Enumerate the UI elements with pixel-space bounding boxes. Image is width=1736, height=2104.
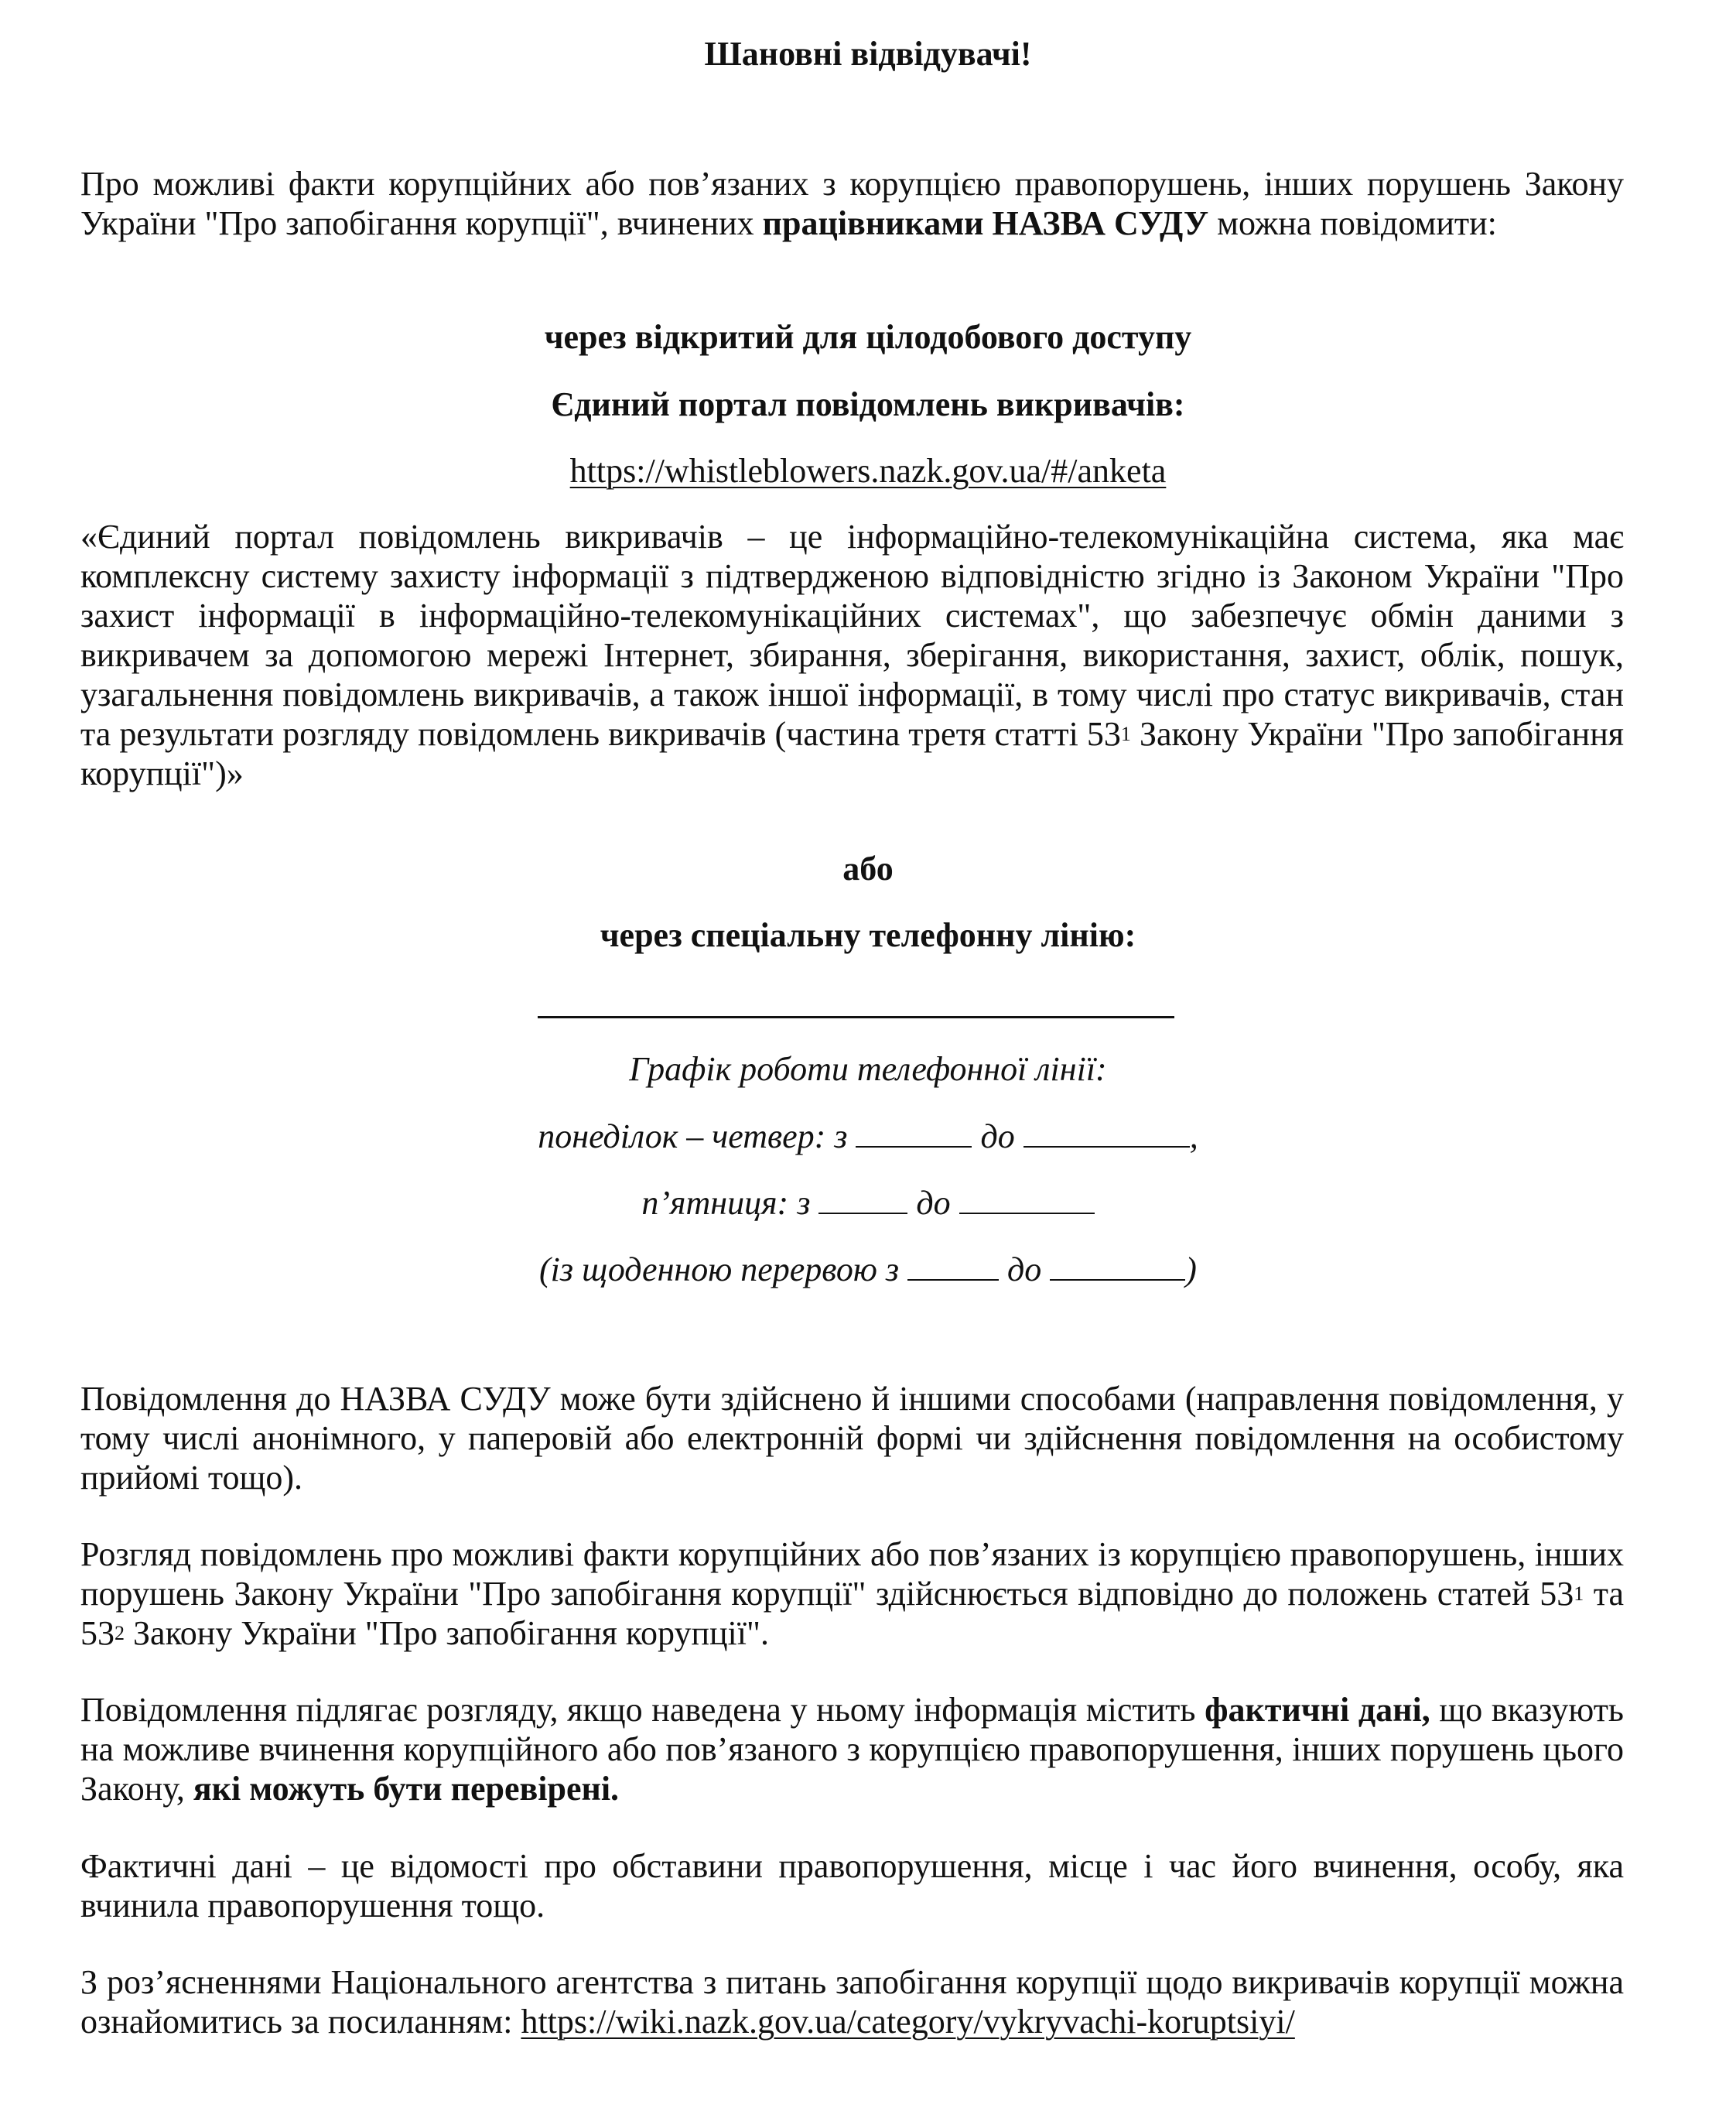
or-label: або <box>842 850 894 888</box>
subject-text-1: Повідомлення підлягає розгляду, якщо наведена у ньому інформація містить <box>80 1691 1205 1729</box>
review-paragraph <box>80 1534 1624 1653</box>
review-sup-1: 1 <box>1574 1582 1584 1605</box>
wiki-url-link[interactable]: https://wiki.nazk.gov.ua/category/vykryvachi-koruptsiyi/ <box>521 2003 1295 2041</box>
mon-thu-comma: , <box>1189 1117 1198 1155</box>
schedule-friday <box>0 1182 1736 1223</box>
quote-sup: 1 <box>1120 723 1131 745</box>
schedule-mon-thu <box>0 1115 1736 1156</box>
portal-url-row <box>0 451 1736 491</box>
wiki-text: З роз’ясненнями Національного агентства з питань запобігання корупції щодо викривачів корупції можна ознайомитись за посиланням: <box>80 1963 1624 2041</box>
portal-quote-paragraph <box>80 517 1624 793</box>
portal-url-link[interactable]: https://whistleblowers.nazk.gov.ua/#/anketa <box>569 452 1167 490</box>
mon-thu-from-label: понеділок – четвер: з <box>538 1117 856 1155</box>
page-title: Шановні відвідувачі! <box>704 35 1032 73</box>
schedule-heading: Графік роботи телефонної лінії: <box>629 1050 1107 1088</box>
portal-line-1: через відкритий для цілодобового доступу <box>544 318 1192 356</box>
break-to-label: до <box>999 1250 1051 1288</box>
friday-to-blank <box>959 1182 1095 1214</box>
break-from-label: (із щоденною перервою з <box>539 1250 908 1288</box>
break-close-paren: ) <box>1185 1250 1197 1288</box>
subject-bold-1: фактичні дані, <box>1205 1691 1430 1729</box>
quote-text-1: «Єдиний портал повідомлень викривачів – це інформаційно-телекомунікаційна система, яка має комплексну систему захисту інформації з підтвердженою відповідністю згідно із Законом України "Про захист інформації в інформаційно-телекомунікаційних системах", що забезпечує обмін даними з викривачем за допомогою мережі Інтернет, збирання, зберігання, використання, захист, облік, пошук, узагальнення повідомлень викривачів, а також іншої інформації, в тому числі про статус викривачів, стан та результати розгляду повідомлень викривачів (частина третя статті 53 <box>80 518 1624 753</box>
other-ways-paragraph: Повідомлення до НАЗВА СУДУ може бути здійснено й іншими способами (направлення повідомлення, у тому числі анонімного, у паперовій або електронній формі чи здійснення повідомлення на особистому прийомі тощо). <box>80 1380 1624 1497</box>
phone-number-blank <box>538 1016 1174 1018</box>
review-sup-2: 2 <box>114 1622 125 1644</box>
review-text-3: Закону України "Про запобігання корупції". <box>125 1614 769 1652</box>
portal-line-2: Єдиний портал повідомлень викривачів: <box>551 385 1185 423</box>
friday-from-label: п’ятниця: з <box>641 1184 819 1222</box>
mon-thu-to-blank <box>1023 1115 1190 1148</box>
friday-to-label: до <box>907 1184 959 1222</box>
intro-text-1: Про можливі факти корупційних або пов’язаних з корупцією правопорушень, інших порушень Закону України "Про запобігання корупції", вчинених <box>80 165 1624 242</box>
review-text-2: та 53 <box>80 1575 1625 1652</box>
intro-text-2: можна повідомити: <box>1208 204 1497 242</box>
subject-text-2: що вказують на можливе вчинення корупційного або пов’язаного з корупцією правопорушення, інших порушень цього Закону, <box>80 1691 1624 1808</box>
wiki-paragraph <box>80 1962 1624 2041</box>
intro-court-name: працівниками НАЗВА СУДУ <box>762 204 1209 242</box>
quote-text-2: Закону України "Про запобігання корупції")» <box>80 715 1625 792</box>
friday-from-blank <box>818 1182 907 1214</box>
facts-paragraph: Фактичні дані – це відомості про обставини правопорушення, місце і час його вчинення, особу, яка вчинила правопорушення тощо. <box>80 1847 1624 1924</box>
mon-thu-from-blank <box>856 1115 972 1148</box>
mon-thu-to-label: до <box>972 1117 1023 1155</box>
review-text-1: Розгляд повідомлень про можливі факти корупційних або пов’язаних із корупцією правопорушень, інших порушень Закону України "Про запобігання корупції" здійснюється відповідно до положень статей 53 <box>80 1535 1624 1613</box>
intro-paragraph <box>80 164 1624 243</box>
schedule-break <box>0 1248 1736 1289</box>
break-from-blank <box>907 1248 999 1281</box>
phone-heading: через спеціальну телефонну лінію: <box>600 916 1136 954</box>
break-to-blank <box>1050 1248 1185 1281</box>
subject-paragraph <box>80 1690 1624 1808</box>
subject-bold-2: які можуть бути перевірені. <box>193 1770 620 1808</box>
